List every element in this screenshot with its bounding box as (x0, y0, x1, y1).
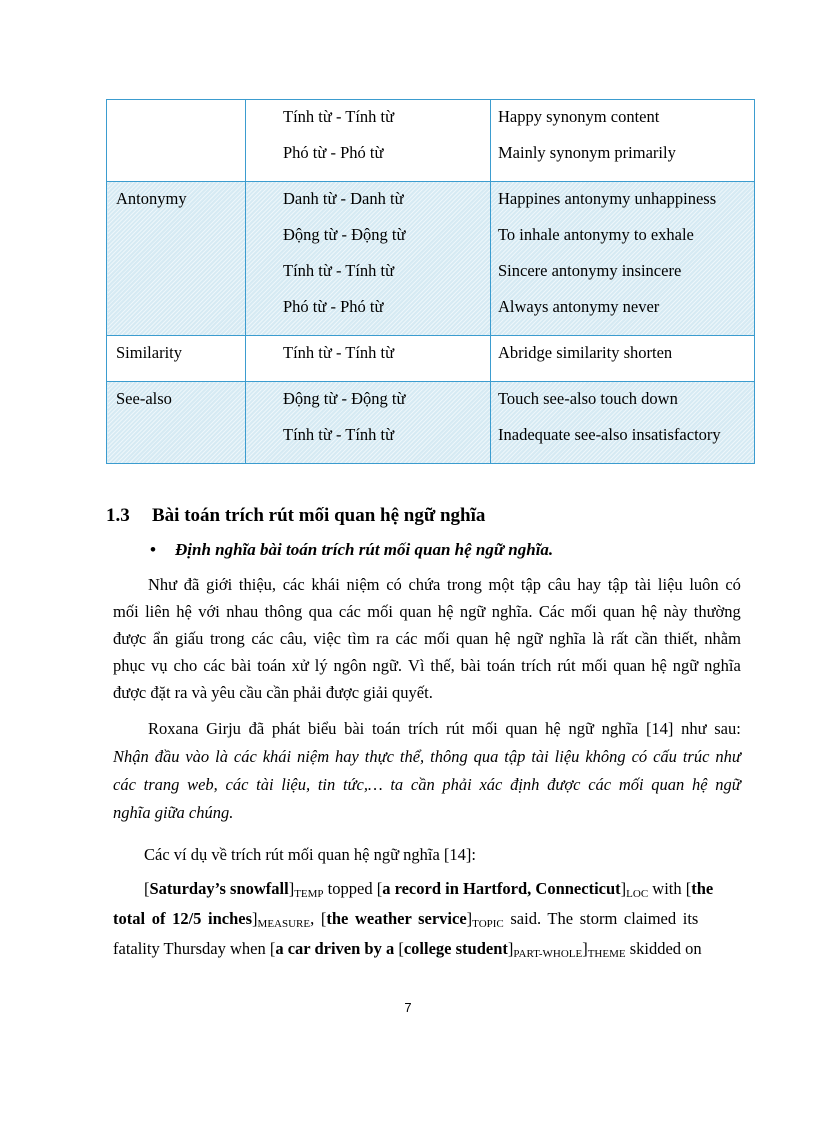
example-phrase: Touch see-also touch down (498, 389, 678, 408)
relation-name: Similarity (116, 343, 182, 362)
example-text: ] (507, 939, 514, 958)
section-heading (106, 505, 485, 527)
relation-name: See-also (116, 389, 172, 408)
paragraph-line-italic: nghĩa giữa chúng. (113, 803, 234, 822)
paragraph-line: được ẩn giấu trong các câu, việc tìm ra các mối quan hệ ngữ nghĩa là rất cần thiết, nhằm (113, 629, 741, 648)
example-bold: a record in Hartford, Connecticut (382, 879, 621, 898)
page-number: 7 (404, 1000, 412, 1015)
word-pair: Động từ - Động từ (283, 225, 406, 244)
paragraph-line-italic: các trang web, các tài liệu, tin tức,… ta cần phải xác định được các mối quan hệ ngữ (113, 775, 741, 794)
word-pair: Tính từ - Tính từ (283, 425, 395, 444)
table-row (107, 336, 755, 382)
example-line-2 (113, 909, 698, 930)
example-bold: the (691, 879, 714, 898)
example-text: [ (144, 879, 150, 898)
example-text: [ (394, 939, 404, 958)
paragraph-line-italic: Nhận đầu vào là các khái niệm hay thực thể, thông qua tập tài liệu không có cấu trúc như (113, 747, 741, 766)
example-cell (491, 100, 755, 182)
word-pair-cell (246, 182, 491, 336)
example-line-3 (113, 939, 702, 960)
example-cell (491, 382, 755, 464)
example-bold: a car driven by a (275, 939, 395, 958)
example-phrase: Inadequate see-also insatisfactory (498, 425, 721, 444)
paragraph-line: Như đã giới thiệu, các khái niệm có chứa trong một tập câu hay tập tài liệu luôn có (148, 575, 741, 594)
word-pair-cell (246, 382, 491, 464)
paragraph-line: Các ví dụ về trích rút mối quan hệ ngữ nghĩa [14]: (144, 845, 476, 864)
example-phrase: Mainly synonym primarily (498, 143, 676, 162)
example-text: ] (288, 879, 295, 898)
example-cell (491, 182, 755, 336)
word-pair: Động từ - Động từ (283, 389, 406, 408)
relation-cell (107, 100, 246, 182)
word-pair: Tính từ - Tính từ (283, 343, 395, 362)
example-phrase: Happines antonymy unhappiness (498, 189, 717, 208)
word-pair: Phó từ - Phó từ (283, 297, 384, 316)
word-pair: Danh từ - Danh từ (283, 189, 404, 208)
example-bold: college student (403, 939, 508, 958)
word-pair: Tính từ - Tính từ (283, 107, 395, 126)
example-text: topped [ (323, 879, 383, 898)
bullet-text: Định nghĩa bài toán trích rút mối quan hệ ngữ nghĩa. (175, 540, 554, 559)
table-row (107, 382, 755, 464)
example-tag: THEME (587, 948, 626, 960)
example-bold: total of 12/5 inches (113, 909, 253, 928)
relation-cell (107, 336, 246, 382)
example-text: ] (620, 879, 627, 898)
bullet-icon: • (150, 540, 156, 559)
table-row (107, 182, 755, 336)
word-pair: Phó từ - Phó từ (283, 143, 384, 162)
example-text: , [ (310, 909, 327, 928)
example-phrase: Always antonymy never (498, 297, 660, 316)
example-text: ] (582, 939, 588, 958)
relations-table-body (107, 100, 755, 464)
relations-table (106, 99, 755, 464)
example-text: said. The storm claimed its (503, 909, 699, 928)
example-text: skidded on (625, 939, 702, 958)
example-tag: MEASURE (257, 918, 311, 930)
example-phrase: Abridge similarity shorten (498, 343, 673, 362)
section-number: 1.3 (106, 505, 130, 526)
paragraph-line: mối liên hệ với nhau thông qua các mối quan hệ ngữ nghĩa. Các mối quan hệ này thường (113, 602, 741, 621)
example-text: ] (252, 909, 258, 928)
example-phrase: Happy synonym content (498, 107, 660, 126)
example-bold: the weather service (326, 909, 467, 928)
table-row (107, 100, 755, 182)
example-phrase: Sincere antonymy insincere (498, 261, 682, 280)
example-line-1 (144, 879, 741, 900)
relation-cell (107, 382, 246, 464)
relation-name: Antonymy (116, 189, 187, 208)
example-tag: PART-WHOLE (513, 948, 583, 960)
paragraph-line: phục vụ cho các bài toán xử lý ngôn ngữ. Vì thế, bài toán trích rút mối quan hệ ngữ nghĩa (113, 656, 741, 675)
example-text: ] (466, 909, 473, 928)
word-pair-cell (246, 100, 491, 182)
paragraph-line: Roxana Girju đã phát biểu bài toán trích rút mối quan hệ ngữ nghĩa [14] như sau: (148, 719, 741, 738)
example-phrase: To inhale antonymy to exhale (498, 225, 694, 244)
section-title: Bài toán trích rút mối quan hệ ngữ nghĩa (152, 505, 486, 526)
example-cell (491, 336, 755, 382)
relation-cell (107, 182, 246, 336)
example-tag: LOC (626, 888, 649, 900)
paragraph-line: được đặt ra và yêu cầu cần phải được giải quyết. (113, 683, 433, 702)
word-pair-cell (246, 336, 491, 382)
example-bold: Saturday’s snowfall (149, 879, 289, 898)
example-tag: TOPIC (472, 918, 504, 930)
relation-name (116, 103, 239, 139)
word-pair: Tính từ - Tính từ (283, 261, 395, 280)
example-text: with [ (648, 879, 692, 898)
example-tag: TEMP (294, 888, 324, 900)
example-text: fatality Thursday when [ (113, 939, 276, 958)
